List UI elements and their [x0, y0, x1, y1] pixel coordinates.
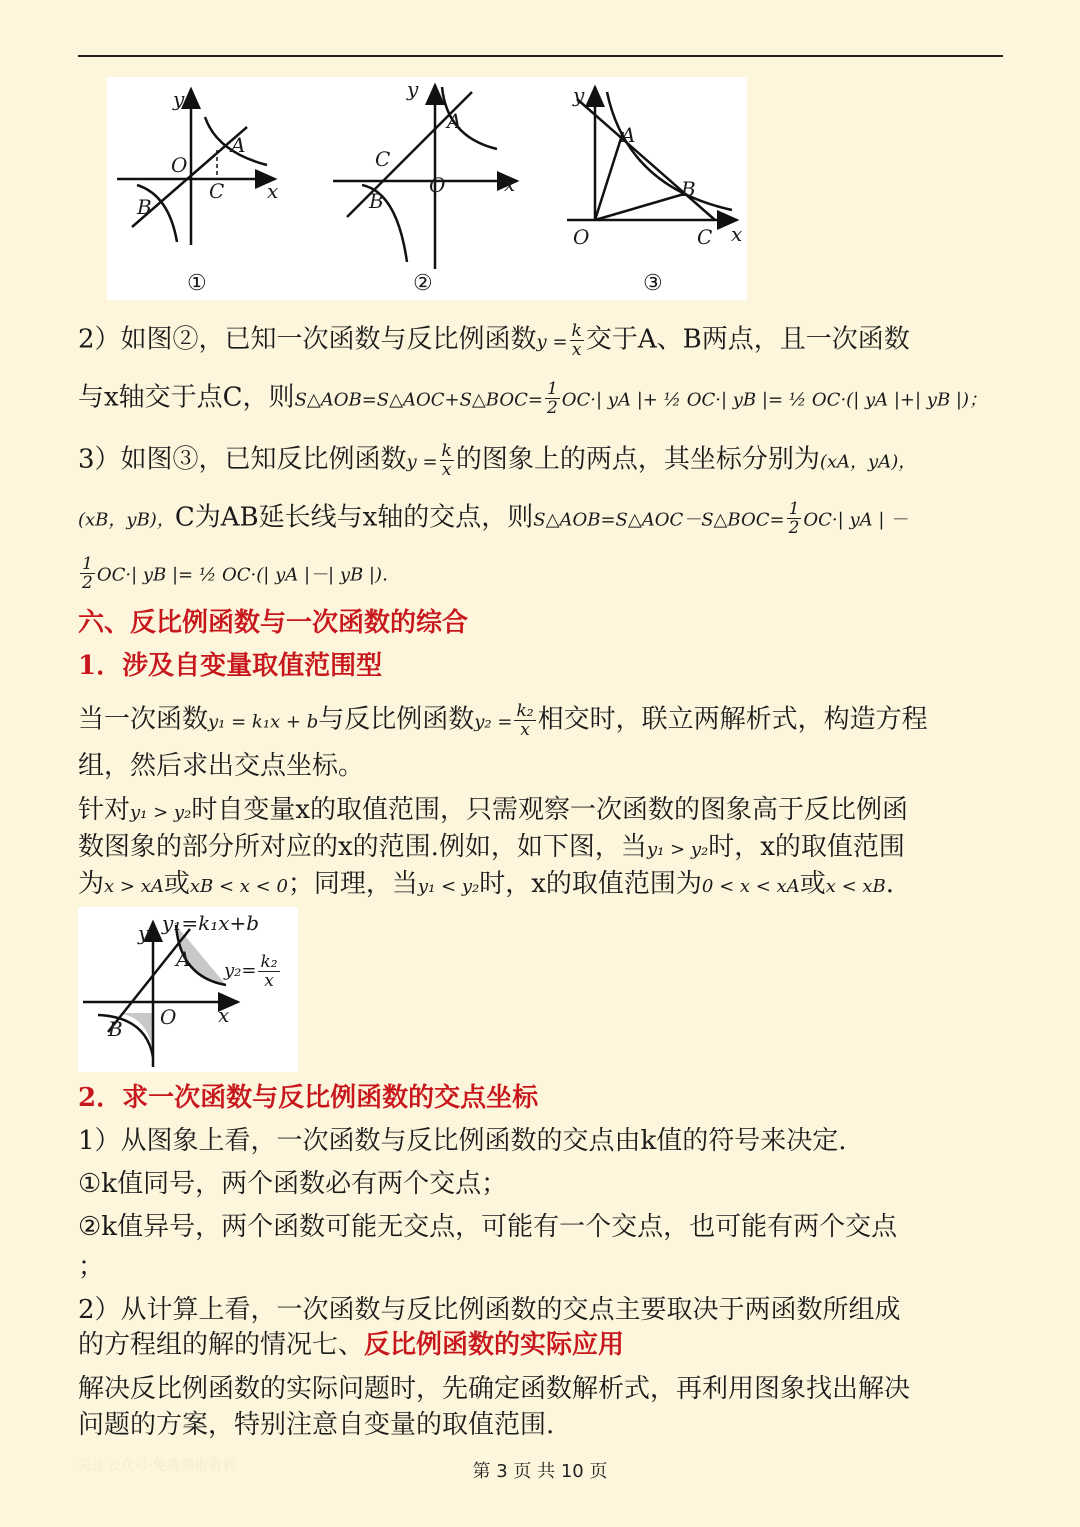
- para2-line1: [78, 322, 910, 359]
- header-rule: [78, 55, 1003, 57]
- para3-frac-den: x: [441, 460, 452, 480]
- s6-p2-ineq7: x < xB: [825, 876, 886, 897]
- fig2-label-B: B: [369, 189, 384, 213]
- para3-line3: [78, 555, 400, 592]
- s2-line3: ②k值异号，两个函数可能无交点，可能有一个交点，也可能有两个交点: [78, 1212, 898, 1242]
- para2-frac-den: x: [571, 340, 582, 360]
- mid-curve-label-text: y₂=: [224, 960, 257, 981]
- para3-line2: [78, 500, 908, 537]
- section7-heading: 反比例函数的实际应用: [364, 1330, 625, 1360]
- fig2-label-C: C: [375, 147, 391, 171]
- mid-label-O: O: [160, 1005, 177, 1029]
- s6-p2-or2: 或: [799, 869, 826, 899]
- fig1-label-B: B: [137, 195, 152, 219]
- s2-line6-text: 的方程组的解的情况七、: [78, 1330, 365, 1360]
- para3-half: $\frac{1}{2}$: [788, 499, 800, 538]
- watermark: 关注公众号·免费领取资料: [78, 1458, 237, 1474]
- page-number: 第 3 页 共 10 页: [472, 1461, 608, 1482]
- para2-frac-num: k: [571, 321, 582, 341]
- mid-label-x: x: [218, 1003, 230, 1027]
- section6-heading: 六、反比例函数与一次函数的综合: [78, 608, 469, 638]
- section6-sub1: 1．涉及自变量取值范围型: [78, 651, 383, 681]
- s6-p1-eq2: y₂ =: [474, 711, 513, 733]
- graph-2: [333, 85, 517, 269]
- para3-line1: [78, 442, 916, 479]
- figure-label-2: ②: [413, 271, 433, 296]
- s6-p2-line3: [78, 869, 894, 902]
- s6-p2-text-a: 针对: [78, 795, 131, 825]
- figure-graphs-top: [107, 77, 747, 300]
- s6-p2-line2: [78, 832, 905, 865]
- s2-line7: 解决反比例函数的实际问题时，先确定函数解析式，再利用图象找出解决: [78, 1374, 911, 1404]
- para3-fraction: [440, 442, 454, 479]
- para3-eq-y: y =: [406, 451, 438, 473]
- s6-p2-ineq5: y₁ < y₂: [417, 876, 480, 897]
- para3-text-c: 的图象上的两点，其坐标分别为: [455, 444, 820, 475]
- mid-curve-label: [224, 953, 282, 990]
- fig3-label-x: x: [731, 222, 743, 246]
- para3-line3-formula: OC·| yB |= ½ OC·(| yA |－| yB |)．: [96, 564, 401, 586]
- mid-label-B: B: [108, 1017, 123, 1041]
- fig3-label-C: C: [697, 225, 713, 249]
- s6-p2-ineq: y₁ > y₂: [130, 802, 192, 823]
- mid-label-A: A: [176, 947, 191, 971]
- para2-line2-text: 与x轴交于点C，则: [78, 382, 295, 413]
- para3-text-a: 3）如图③，已知反比例函数: [78, 444, 407, 475]
- s6-p2-or: 或: [163, 869, 190, 899]
- s2-line4: ；: [78, 1252, 105, 1282]
- s2-line5: 2）从计算上看，一次函数与反比例函数的交点主要取决于两函数所组成: [78, 1295, 901, 1325]
- mid-curve-num: k₂: [260, 952, 278, 972]
- figure-panel-top: [107, 77, 747, 300]
- para2-fraction: [570, 322, 584, 359]
- s2-line2: ①k值同号，两个函数必有两个交点；: [78, 1169, 508, 1199]
- s6-p1-line2: 组，然后求出交点坐标。: [78, 751, 365, 781]
- s2-line8: 问题的方案，特别注意自变量的取值范围.: [78, 1410, 555, 1440]
- para2-text-a: 2）如图②，已知一次函数与反比例函数: [78, 324, 537, 355]
- s6-p1-eq1: y₁ = k₁x + b: [208, 711, 319, 733]
- graph-1: [117, 89, 275, 245]
- para3-coord-b: (xB，yB)，: [78, 509, 175, 531]
- fig2-label-y: y: [407, 77, 419, 101]
- figure-panel-mid: [78, 907, 298, 1072]
- s6-p2-text-b: 时自变量x的取值范围，只需观察一次函数的图象高于反比例函: [191, 795, 908, 825]
- para3-line2-text: C为AB延长线与x轴的交点，则: [174, 502, 534, 533]
- fig3-label-A: A: [621, 123, 636, 147]
- para2-half: $\frac{1}{2}$: [546, 379, 558, 418]
- s6-p2-ineq6: 0 < x < xA: [701, 876, 800, 897]
- para2-eq-y: y =: [536, 331, 568, 353]
- s6-p1-text-a: 当一次函数: [78, 704, 209, 735]
- fig1-label-x: x: [267, 179, 279, 203]
- s6-p1-text-b: 与反比例函数: [318, 704, 475, 735]
- s6-p2-ineq2: y₁ > y₂: [646, 839, 709, 860]
- s6-p2-line1: [78, 795, 908, 828]
- s6-p2-ineq4: xB < x < 0: [189, 876, 288, 897]
- s2-line6: [78, 1330, 624, 1360]
- fig1-label-y: y: [173, 87, 185, 111]
- s6-p1-frac-num: k₂: [516, 701, 534, 721]
- para3-half-2: $\frac{1}{2}$: [82, 554, 93, 593]
- s6-p2-line2-text-a: 数图象的部分所对应的x的范围.例如，如下图，当: [78, 832, 647, 862]
- para3-area-rest: OC·| yA | －: [803, 509, 909, 531]
- para2-line2: [78, 380, 987, 417]
- fig1-label-C: C: [209, 179, 225, 203]
- s6-p2-ineq3: x > xA: [104, 876, 164, 897]
- fig2-label-A: A: [447, 109, 462, 133]
- para2-area-formula: S△AOB=S△AOC+S△BOC=: [294, 389, 543, 411]
- fig3-label-O: O: [573, 225, 590, 249]
- s2-line1: 1）从图象上看，一次函数与反比例函数的交点由k值的符号来决定.: [78, 1126, 847, 1156]
- s6-p1-frac-den: x: [520, 720, 530, 740]
- fig2-label-x: x: [504, 172, 516, 196]
- s6-p2-line2-text-b: 时，x的取值范围: [708, 832, 905, 862]
- fig1-label-A: A: [231, 133, 246, 157]
- s6-p1-fraction: [514, 702, 535, 739]
- fig3-label-y: y: [573, 83, 585, 107]
- para3-area-formula: S△AOB=S△AOC－S△BOC=: [533, 509, 785, 531]
- para3-coord-a: (xA，yA)，: [819, 451, 917, 473]
- para3-frac-num: k: [441, 441, 452, 461]
- s6-p2-line3-text-b: ；同理，当: [287, 869, 418, 899]
- section2-heading: 2．求一次函数与反比例函数的交点坐标: [78, 1083, 539, 1113]
- figure-label-3: ③: [643, 271, 663, 296]
- s6-p1-line1: [78, 702, 928, 739]
- graph-3: [567, 87, 737, 220]
- para2-area-rest: OC·| yA |+ ½ OC·| yB |= ½ OC·(| yA |+| yB |)；: [561, 389, 988, 411]
- s6-p2-line3-text-c: 时，x的取值范围为: [479, 869, 702, 899]
- s6-p2-line3-text-a: 为: [78, 869, 105, 899]
- para2-text-c: 交于A、B两点，且一次函数: [585, 324, 910, 355]
- fig3-label-B: B: [681, 177, 696, 201]
- figure-label-1: ①: [187, 271, 207, 296]
- s6-p2-end: .: [885, 869, 895, 899]
- mid-curve-den: x: [264, 971, 274, 991]
- s6-p1-text-c: 相交时，联立两解析式，构造方程: [537, 704, 928, 735]
- mid-curve-fraction: [258, 953, 279, 990]
- mid-label-y: y: [138, 921, 150, 945]
- mid-line-label: y₁=k₁x+b: [162, 911, 260, 935]
- fig1-label-O: O: [171, 153, 188, 177]
- fig2-label-O: O: [429, 173, 446, 197]
